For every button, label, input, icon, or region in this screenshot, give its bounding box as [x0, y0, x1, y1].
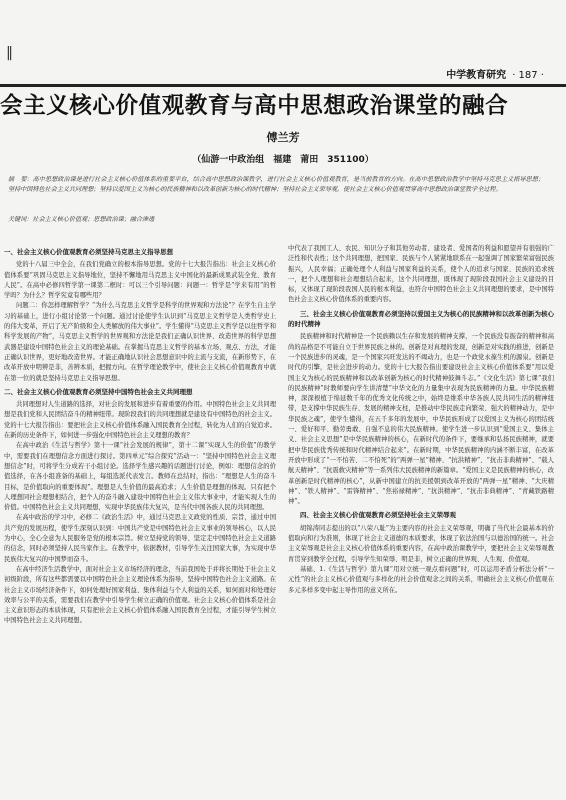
affiliation: （仙游一中政治组 福建 莆田 351100） [192, 155, 374, 165]
section-heading: 四、社会主义核心价值观教育必须坚持社会主义荣辱观 [300, 511, 456, 520]
section-heading: 二、社会主义核心价值观教育必须坚持中国特色社会主义共同理想 [4, 387, 193, 396]
binding-mark: ‖ [6, 45, 13, 61]
paragraph: 基础、1.《生活与哲学》第九课“用对立统一观点看问题”时，可以运用矛盾分析法分析“一元性”的社会主义核心价值观与多样化的社会价值观念之间的关系，明确社会主义核心价值观在多元多样多变中起主导作用的意义所在。 [288, 565, 554, 594]
paragraph: 在高中政治的学习中，必修二《政治生活》中，通过马克思主义政党的性质、宗旨，通过中国共产党的发展历程，使学生深刻认识到：中国共产党是中国特色社会主义事业的领导核心，以人民为中心，全心全意为人民服务是党的根本宗旨。树立坚持党的领导、坚定走中国特色社会主义道路的信念，同时必须坚持人民当家作主。在教学中，依据教材，引导学生关注国家大事，为实现中华民族伟大复兴的中国梦而奋斗。 [4, 514, 276, 563]
journal-name: 中学教育研究 [446, 70, 507, 81]
author: 傅兰芳 [266, 131, 300, 144]
paragraph: 民族精神和时代精神是一个民族赖以生存和发展的精神支撑，一个民族没有振奋的精神和高尚的品格是不可能自立于世界民族之林的。创新是对真理的发现，创新是对实践的推进，创新是一个民族进步的灵魂，是一个国家兴旺发达的不竭动力，也是一个政党永葆生机的源泉。创新是时代的引擎，是社会进步的动力。党的十七大报告指出要建设社会主义核心价值体系要“用以爱国主义为核心的民族精神和以改革创新为核心的时代精神鼓舞斗志。”《文化生活》第七课“我们的民族精神”时教师要向学生讲清楚“中华文化的力量集中表现为民族精神的力量。中华民族精神，深深根植于绵延数千年的优秀文化传统之中，始终是维系中华各族人民共同生活的精神纽带，是支撑中华民族生存、发展的精神支柱，是推动中华民族走向繁荣、强大的精神动力，是中华民族之魂”，使学生懂得，在五千多年的发展中，中华民族形成了以爱国主义为核心的团结统一、爱好和平、勤劳勇敢、自强不息的伟大民族精神。使学生进一步认识到“爱国主义、集体主义、社会主义思想”是中华民族精神的核心，在新时代的条件下，要继承和弘扬民族精神，就要把中华民族优秀传统和时代精神结合起来”。在新时期，中华民族精神的内涵不断丰富，在改革开放中形成了“一不怕苦、二不怕死”的“两弹一星”精神、“抗洪精神”、“抗击非典精神”、“载人航天精神”、“抗震救灾精神”等一系列伟大民族精神的新篇章。“爱国主义是民族精神的核心，改革创新是时代精神的核心”，从新中国建立的抗美援朝到改革开放的“两弹一星”精神、“大庆精神”、“铁人精神”、“雷锋精神”、“焦裕禄精神”、“抗洪精神”、“抗击非典精神”、“青藏铁路精神”。 [288, 333, 554, 506]
paragraph: 在高中经济生活教学中，面对社会主义市场经济的理念，当前我国处于并将长期处于社会主义初级阶段，所有这些都需要以中国特色社会主义理论体系为指导，坚持中国特色社会主义道路。在社会主义市场经济条件下，如何处理好国家利益、集体利益与个人利益的关系，如何面对和处理好效率与公平的关系，需要我们在教学中引导学生树立正确的价值观。社会主义核心价值体系是社会主义意识形态的本质体现，只有把社会主义核心价值体系融入国民教育全过程，才能引导学生树立中国特色社会主义共同理想。 [4, 565, 276, 625]
left-column [4, 244, 276, 796]
abstract: 摘 要：高中思想政治课是进行社会主义核心价值体系的重要平台，结合高中思想政治课教学，进行社会主义核心价值观教育，是当前教育的方向。在高中思想政治教学中坚持马克思主义指导思想；坚持中国特色社会主义共同理想；坚持以爱国主义为核心的民族精神和以改革创新为核心的时代精神；坚持社会主义荣辱观。使社会主义核心价值观贯穿高中思想政治课堂教学全过程。 [8, 176, 544, 193]
paragraph: 胡锦涛同志提出的以“八荣八耻”为主要内容的社会主义荣辱观，明确了当代社会最基本的价值取向和行为准则，体现了社会主义道德的本质要求，体现了依法治国与以德治国的统一。社会主义荣辱观是社会主义核心价值体系的重要内容，在高中政治课教学中，要把社会主义荣辱观教育贯穿到教学全过程，引导学生知荣辱、明是非，树立正确的世界观、人生观、价值观。 [288, 524, 554, 563]
section-heading: 一、社会主义核心价值观教育必须坚持马克思主义指导思想 [4, 248, 173, 256]
article-title: 会主义核心价值观教育与高中思想政治课堂的融合 [0, 93, 509, 119]
header-rule [0, 84, 566, 87]
keywords: 关键词：社会主义核心价值观；思想政治课；融合渗透 [8, 216, 155, 223]
paragraph: 共同理想对人生道路的选择，对社会的发展和进步有着重要的作用。中国特色社会主义共同理想是我们党和人民团结奋斗的精神纽带。现阶段我们的共同理想就是建设有中国特色的社会主义。党的十七大报告指出：要把社会主义核心价值体系融入国民教育全过程，转化为人们的自觉追求。在新的历史条件下，如何进一步强化中国特色社会主义理想的教育？ [4, 401, 276, 440]
right-column [288, 244, 554, 796]
paragraph: 问题二：你怎样理解哲学？“为什么马克思主义哲学是科学的世界观和方法论”？在学生自主学习的基础上，进行小组讨论第一个问题。通过讨论使学生认识到“马克思主义哲学是人类哲学史上的伟大变革，开启了无产阶级和全人类解放的伟大事业”。学生懂得“马克思主义哲学是以往哲学和科学发展的产物”，马克思主义哲学的世界观和方法论是我们正确认识世界、改造世界的科学思想武器是建设中国特色社会主义的理论基础。在掌握马克思主义哲学的基本立场、观点、方法，才能正确认识世界，更好地改造世界。才能正确地认识社会思想意识中的主流与支流，在新形势下，在改革开放中明辨是非，善辨本质，把握方向。在哲学理论教学中，使社会主义核心价值观教育中就在第一位的就是坚持马克思主义指导思想。 [4, 302, 276, 382]
paragraph: 中代表了我国工人、农民、知识分子和其他劳动者、建设者、爱国者的利益和愿望并有很强的广泛性和代表性；这个共同理想，把国家、民族与个人紧紧地联系在一起强调了国家繁荣富强民族振兴，人民幸福；正确处理个人利益与国家利益的关系，使个人的追求与国家、民族的追求统一，把个人理想和社会理想结合起来，这个共同理想，既体现了现阶段我国社会主义建设的目标，又体现了现阶段我国人民的根本利益，也符合中国特色社会主义共同理想的要求，是中国特色社会主义核心价值体系的重要内容。 [288, 245, 554, 304]
paragraph: 党的十八届三中全会，在我们党确立的根本指导思想。党的十七大报告指出：社会主义核心价值体系要“巩固马克思主义指导地位，坚持不懈地用马克思主义中国化的最新成果武装全党、教育人民”。在高中必修四哲学第一课第二框时：可以三个引导问题：问题一：哲学是“学来有用”的哲学吗？为什么？哲学究竟有哪些用？ [4, 261, 276, 300]
paragraph: 在高中政治《生活与哲学》第十一课“社会发展的规律”，第十二课“实现人生的价值”的教学中，需要我们在理想信念方面进行探讨。第四单元“综合探究”活动一：“坚持中国特色社会主义理想信念”时，可将学生分成若干小组讨论。选择学生感兴趣的话题进行讨论，例如：理想信念的价值选择，在各小组准备的基础上，每组选派代表发言。教师在总结时，指出：“理想是人生的奋斗目标，是价值取向的重要体现”。理想是人生价值的最高追求；人生价值是理想的体现。只有把个人理想同社会理想相结合，把个人的奋斗融入建设中国特色社会主义伟大事业中，才能实现人生的价值。中国特色社会主义共同理想，实现中华民族伟大复兴，是当代中国各族人民的共同理想。 [4, 442, 276, 512]
section-heading: 三、社会主义核心价值观教育必须坚持以爱国主义为核心的民族精神和以改革创新为核心的时代精神 [288, 309, 554, 329]
page-number: · 187 · [512, 70, 544, 81]
running-head [446, 66, 544, 81]
